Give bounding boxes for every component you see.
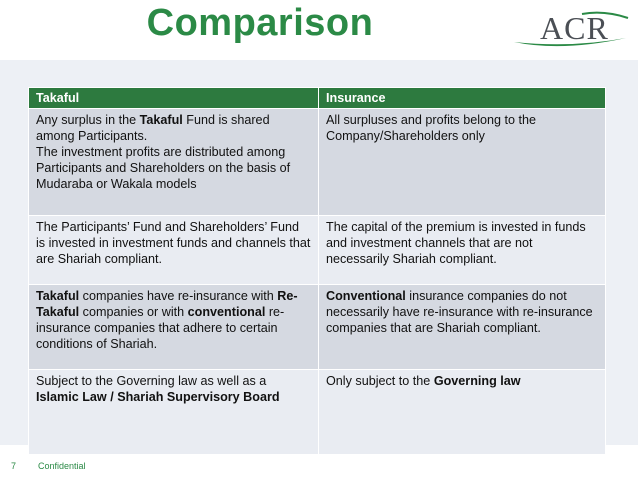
logo-text: ACR (540, 10, 609, 46)
page-number: 7 (11, 461, 17, 471)
text-run: The investment profits are distributed among Participants and Shareholders on the basis of Mudaraba or Wakala models (36, 145, 291, 191)
bold-text: Takaful (139, 113, 183, 127)
confidential-label: Confidential (38, 461, 86, 471)
text-run: companies or with (79, 305, 188, 319)
header-takaful: Takaful (29, 88, 319, 109)
bold-text: Governing law (433, 374, 521, 388)
text-run: Any surplus in the (36, 113, 140, 127)
header-insurance: Insurance (319, 88, 606, 109)
text-run: re-insurance companies that adhere to certain conditions of Shariah. (36, 305, 285, 351)
text-run: All surpluses and profits belong to the Company/Shareholders only (326, 113, 537, 143)
table-cell (29, 216, 319, 285)
table-row (29, 216, 606, 285)
text-run: companies have re-insurance with (79, 289, 278, 303)
bold-text: Re-Takaful (36, 289, 298, 319)
text-run: The capital of the premium is invested in funds and investment channels that are not necessarily Shariah compliant. (326, 220, 586, 266)
table-cell (29, 285, 319, 370)
table-row (29, 370, 606, 455)
text-run: insurance companies do not necessarily have re-insurance with re-insurance companies that are Shariah compliant. (326, 289, 593, 335)
table-row (29, 285, 606, 370)
table-cell (319, 370, 606, 455)
table-cell (319, 216, 606, 285)
table-cell (29, 370, 319, 455)
bold-text: Takaful (36, 289, 80, 303)
bold-text: conventional (187, 305, 266, 319)
slide-title: Comparison (146, 2, 374, 44)
table-header-row (29, 88, 606, 109)
text-run: Fund is shared among Participants. (36, 113, 270, 143)
table-cell (29, 109, 319, 216)
text-run: The Participants’ Fund and Shareholders’ Fund is invested in investment funds and channels that are Shariah compliant. (36, 220, 311, 266)
text-run: Only subject to the (326, 374, 434, 388)
table-cell (319, 109, 606, 216)
bold-text: Conventional (326, 289, 406, 303)
comparison-table (28, 87, 606, 455)
acr-logo (512, 8, 630, 48)
bold-text: Islamic Law / Shariah Supervisory Board (36, 390, 280, 404)
text-run: Subject to the Governing law as well as a (36, 374, 267, 388)
table-cell (319, 285, 606, 370)
table-row (29, 109, 606, 216)
